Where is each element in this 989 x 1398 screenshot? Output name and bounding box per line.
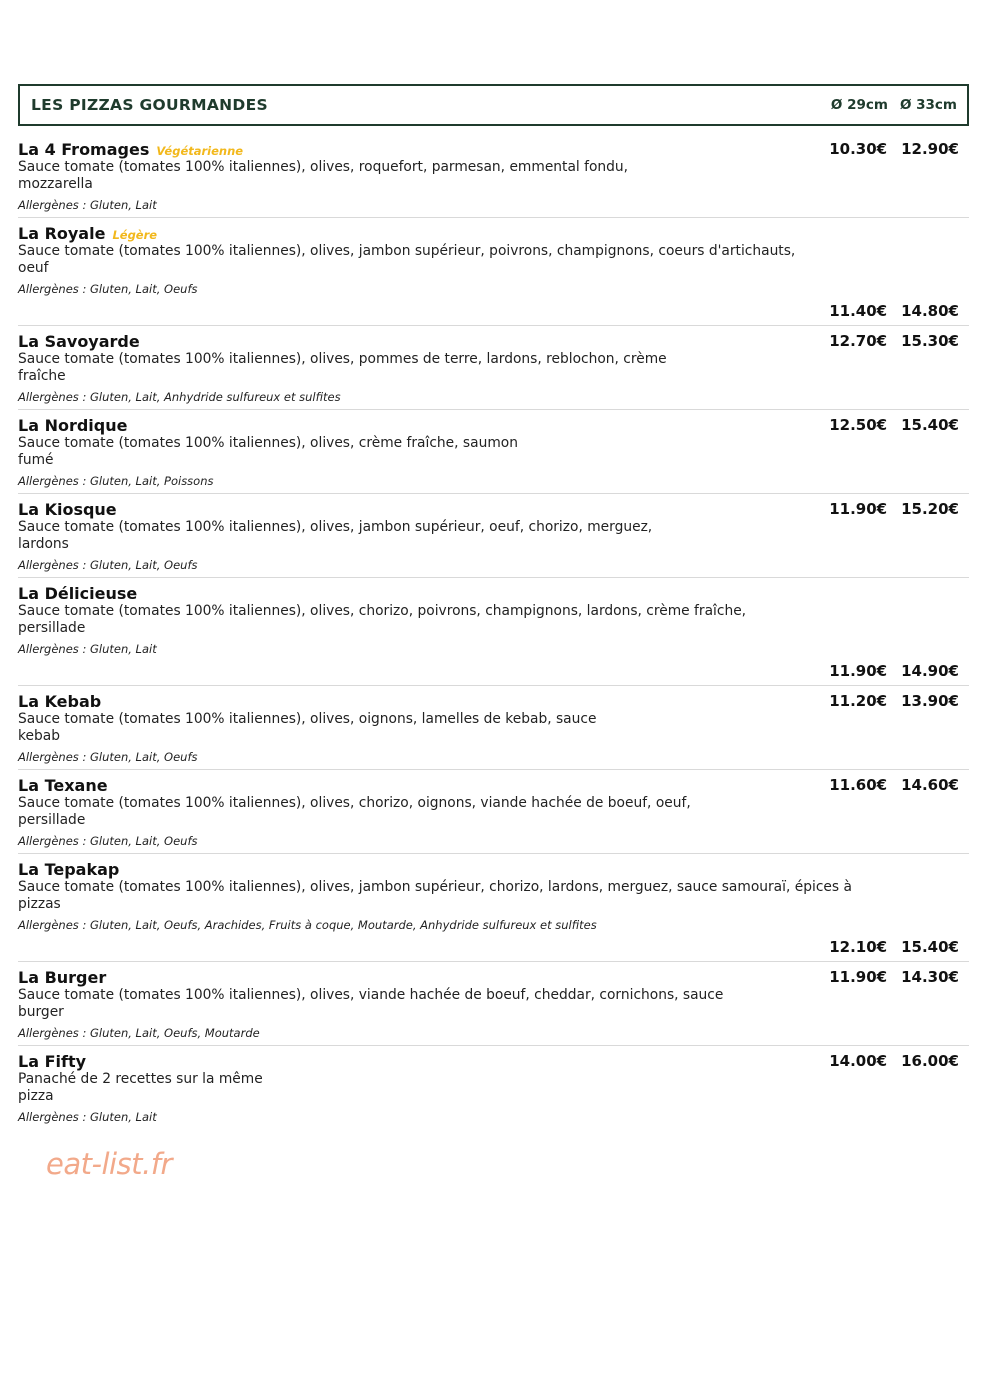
item-description: Sauce tomate (tomates 100% italiennes), olives, jambon supérieur, poivrons, champignons, coeurs d'artichauts, oeuf <box>18 243 796 276</box>
item-name: La Fifty <box>18 1052 87 1071</box>
item-description: Sauce tomate (tomates 100% italiennes), olives, jambon supérieur, chorizo, lardons, merguez, sauce samouraï, épices à pizzas <box>18 879 852 912</box>
menu-item <box>18 968 969 1046</box>
item-prices <box>18 662 969 680</box>
price-small: 14.00€ <box>829 1052 888 1070</box>
menu-item <box>18 860 969 962</box>
item-description: Sauce tomate (tomates 100% italiennes), olives, chorizo, oignons, viande hachée de boeuf, oeuf, persillade <box>18 795 691 828</box>
item-allergens: Allergènes : Gluten, Lait <box>18 642 157 656</box>
price-small: 11.60€ <box>829 776 888 794</box>
price-large: 14.80€ <box>901 302 959 320</box>
item-name: La Kebab <box>18 692 102 711</box>
menu-item <box>18 692 969 770</box>
item-allergens: Allergènes : Gluten, Lait, Poissons <box>18 474 214 488</box>
price-small: 12.50€ <box>829 416 888 434</box>
item-prices <box>829 692 959 710</box>
price-large: 15.20€ <box>901 500 959 518</box>
price-large: 14.90€ <box>901 662 959 680</box>
item-name: La Nordique <box>18 416 128 435</box>
item-prices <box>18 938 969 956</box>
price-large: 13.90€ <box>901 692 959 710</box>
item-tag: Légère <box>112 228 158 242</box>
item-description: Sauce tomate (tomates 100% italiennes), olives, viande hachée de boeuf, cheddar, cornichons, sauce burger <box>18 987 724 1020</box>
price-large: 14.60€ <box>901 776 959 794</box>
price-large: 15.40€ <box>901 416 959 434</box>
item-allergens: Allergènes : Gluten, Lait <box>18 198 157 212</box>
item-description: Sauce tomate (tomates 100% italiennes), olives, oignons, lamelles de kebab, sauce kebab <box>18 711 597 744</box>
size-large-label: Ø 33cm <box>899 97 957 113</box>
item-prices <box>829 332 959 350</box>
item-description: Sauce tomate (tomates 100% italiennes), olives, crème fraîche, saumon fumé <box>18 435 518 468</box>
price-small: 11.20€ <box>829 692 888 710</box>
section-header <box>18 84 969 126</box>
size-columns <box>831 97 957 113</box>
price-large: 16.00€ <box>901 1052 959 1070</box>
item-allergens: Allergènes : Gluten, Lait, Oeufs, Moutarde <box>18 1026 260 1040</box>
menu-item <box>18 332 969 410</box>
price-small: 12.10€ <box>829 938 888 956</box>
price-small: 11.90€ <box>829 968 888 986</box>
item-prices <box>829 140 959 158</box>
price-small: 11.90€ <box>829 500 888 518</box>
watermark: eat-list.fr <box>46 1147 172 1181</box>
item-allergens: Allergènes : Gluten, Lait, Oeufs <box>18 750 198 764</box>
menu-page <box>18 84 969 1135</box>
item-name: La Savoyarde <box>18 332 140 351</box>
item-tag: Végétarienne <box>156 144 244 158</box>
item-prices <box>18 302 969 320</box>
menu-item <box>18 500 969 578</box>
item-allergens: Allergènes : Gluten, Lait, Anhydride sulfureux et sulfites <box>18 390 341 404</box>
item-allergens: Allergènes : Gluten, Lait, Oeufs <box>18 834 198 848</box>
price-small: 11.90€ <box>829 662 888 680</box>
item-name: La Kiosque <box>18 500 117 519</box>
item-name: La Texane <box>18 776 108 795</box>
item-name: La Tepakap <box>18 860 120 879</box>
item-allergens: Allergènes : Gluten, Lait, Oeufs <box>18 558 198 572</box>
price-small: 10.30€ <box>829 140 888 158</box>
item-allergens: Allergènes : Gluten, Lait, Oeufs, Arachides, Fruits à coque, Moutarde, Anhydride sulfureux et sulfites <box>18 918 597 932</box>
menu-item <box>18 416 969 494</box>
size-small-label: Ø 29cm <box>830 97 888 113</box>
menu-item <box>18 1052 969 1129</box>
item-prices <box>829 1052 959 1070</box>
price-small: 11.40€ <box>829 302 888 320</box>
item-prices <box>829 500 959 518</box>
item-name: La Burger <box>18 968 107 987</box>
item-name: La Délicieuse <box>18 584 138 603</box>
price-small: 12.70€ <box>829 332 888 350</box>
item-description: Sauce tomate (tomates 100% italiennes), olives, pommes de terre, lardons, reblochon, crème fraîche <box>18 351 667 384</box>
price-large: 15.40€ <box>901 938 959 956</box>
item-description: Sauce tomate (tomates 100% italiennes), olives, jambon supérieur, oeuf, chorizo, merguez, lardons <box>18 519 653 552</box>
item-prices <box>829 416 959 434</box>
item-name: La 4 Fromages <box>18 140 150 159</box>
menu-item <box>18 584 969 686</box>
price-large: 15.30€ <box>901 332 959 350</box>
menu-item <box>18 776 969 854</box>
item-allergens: Allergènes : Gluten, Lait, Oeufs <box>18 282 198 296</box>
item-allergens: Allergènes : Gluten, Lait <box>18 1110 157 1124</box>
item-prices <box>829 776 959 794</box>
menu-item <box>18 140 969 218</box>
price-large: 14.30€ <box>901 968 959 986</box>
item-prices <box>829 968 959 986</box>
item-description: Sauce tomate (tomates 100% italiennes), olives, roquefort, parmesan, emmental fondu, mozzarella <box>18 159 629 192</box>
menu-item <box>18 224 969 326</box>
price-large: 12.90€ <box>901 140 959 158</box>
section-title: LES PIZZAS GOURMANDES <box>31 96 268 114</box>
item-name: La Royale <box>18 224 106 243</box>
item-description: Sauce tomate (tomates 100% italiennes), olives, chorizo, poivrons, champignons, lardons, crème fraîche, persillade <box>18 603 747 636</box>
item-description: Panaché de 2 recettes sur la même pizza <box>18 1071 263 1104</box>
